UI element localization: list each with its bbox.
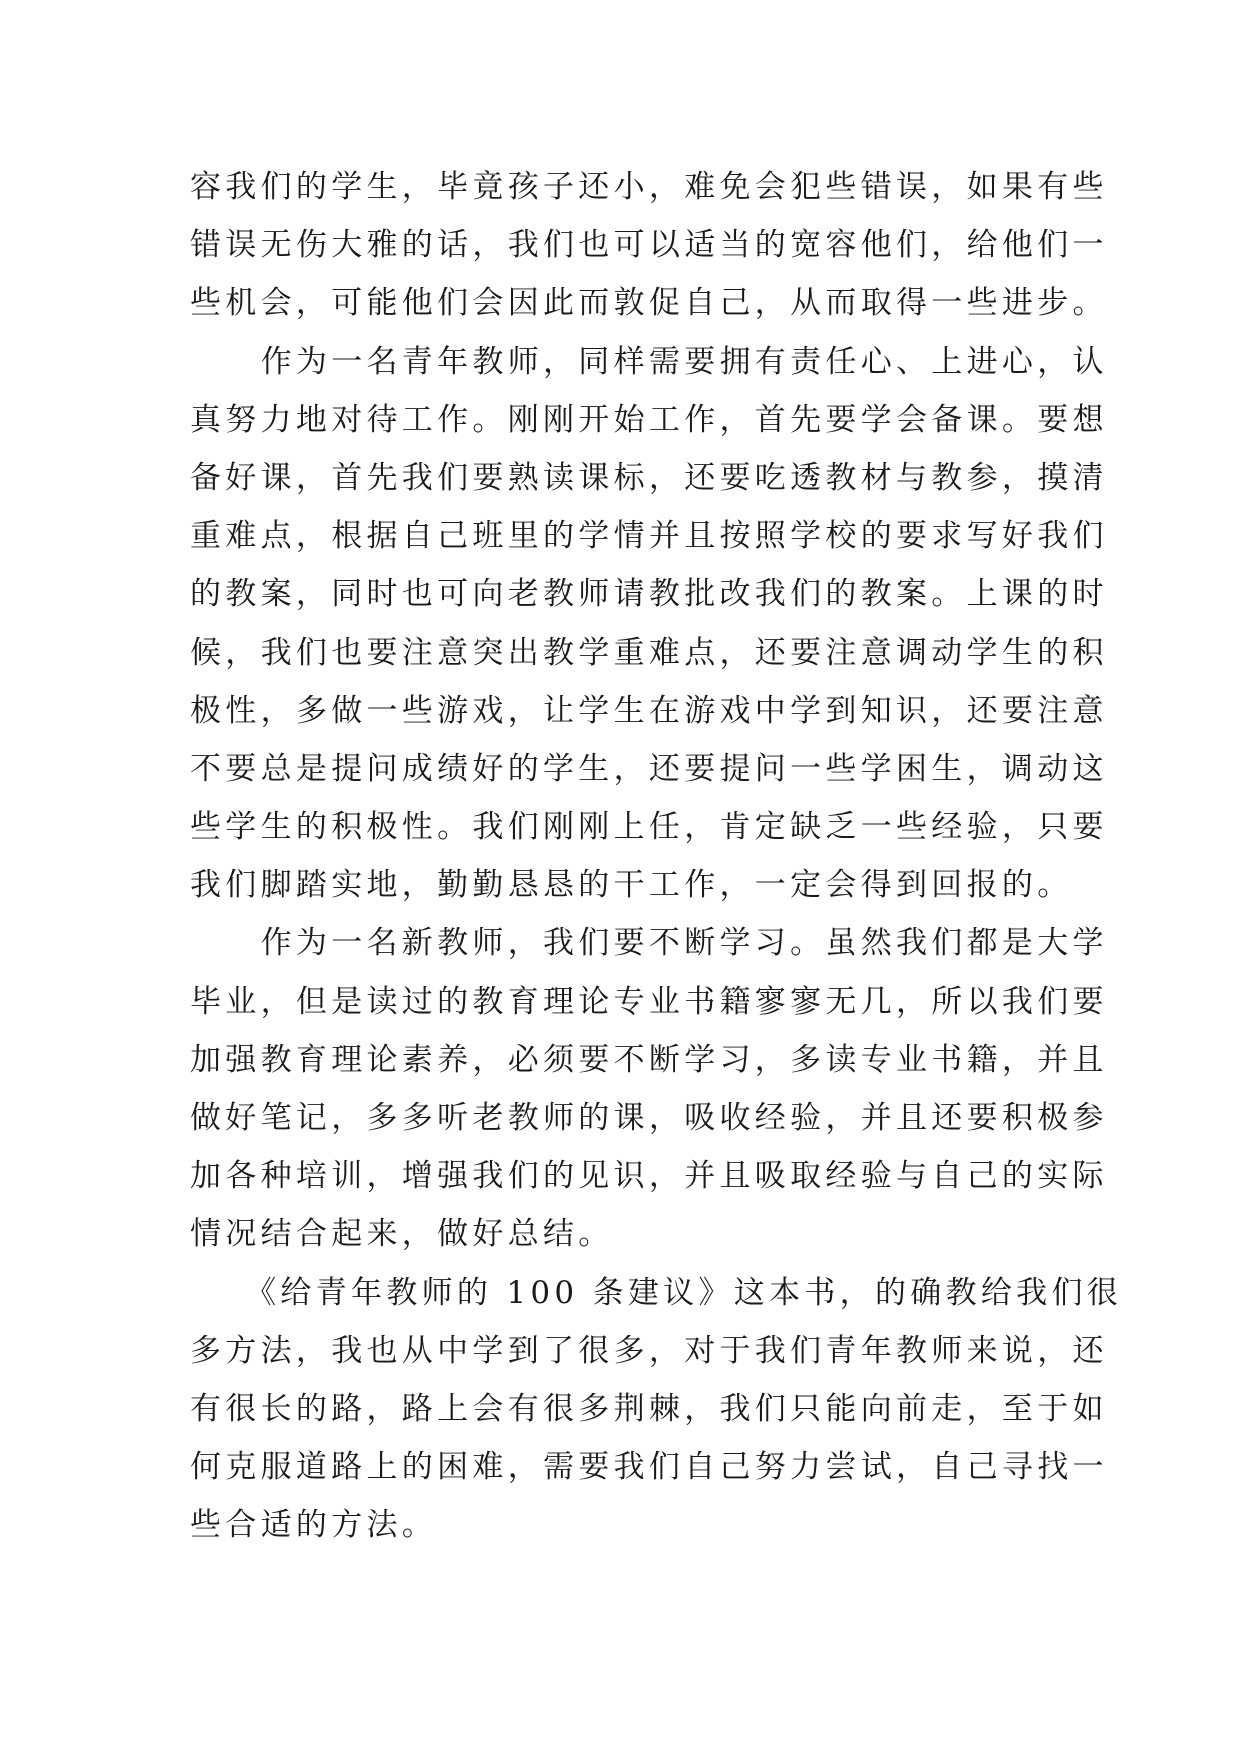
text-line: 有很长的路，路上会有很多荆棘，我们只能向前走，至于如 — [190, 1390, 1108, 1427]
text-line: 何克服道路上的困难，需要我们自己努力尝试，自己寻找一 — [190, 1449, 1108, 1486]
text-line: 真努力地对待工作。刚刚开始工作，首先要学会备课。要想 — [190, 401, 1108, 438]
text-line: 备好课，首先我们要熟读课标，还要吃透教材与教参，摸清 — [190, 459, 1108, 496]
text-line: 重难点，根据自己班里的学情并且按照学校的要求写好我们 — [190, 518, 1108, 555]
text-line: 些合适的方法。 — [190, 1507, 438, 1544]
text-line: 多方法，我也从中学到了很多，对于我们青年教师来说，还 — [190, 1332, 1108, 1369]
text-line: 些学生的积极性。我们刚刚上任，肯定缺乏一些经验，只要 — [190, 809, 1108, 846]
text-line: 不要总是提问成绩好的学生，还要提问一些学困生，调动这 — [190, 750, 1108, 787]
text-line: 容我们的学生，毕竟孩子还小，难免会犯些错误，如果有些 — [190, 169, 1108, 205]
text-line: 候，我们也要注意突出教学重难点，还要注意调动学生的积 — [190, 634, 1108, 671]
body-text — [190, 158, 1123, 1555]
text-line: 我们脚踏实地，勤勤恳恳的干工作，一定会得到回报的。 — [190, 867, 1073, 904]
text-line: 毕业，但是读过的教育理论专业书籍寥寥无几，所以我们要 — [190, 983, 1108, 1020]
text-line: 极性，多做一些游戏，让学生在游戏中学到知识，还要注意 — [190, 692, 1108, 729]
text-line: 加各种培训，增强我们的见识，并且吸取经验与自己的实际 — [190, 1158, 1108, 1195]
text-line: 的教案，同时也可向老教师请教批改我们的教案。上课的时 — [190, 576, 1108, 613]
text-line: 《给青年教师的 100 条建议》这本书，的确教给我们很 — [190, 1274, 1123, 1311]
text-line: 做好笔记，多多听老教师的课，吸收经验，并且还要积极参 — [190, 1100, 1108, 1136]
text-line: 作为一名新教师，我们要不断学习。虽然我们都是大学 — [190, 925, 1108, 962]
text-line: 作为一名青年教师，同样需要拥有责任心、上进心，认 — [190, 343, 1108, 380]
text-line: 情况结合起来，做好总结。 — [190, 1216, 614, 1253]
text-line: 加强教育理论素养，必须要不断学习，多读专业书籍，并且 — [190, 1041, 1108, 1078]
text-line: 些机会，可能他们会因此而敦促自己，从而取得一些进步。 — [190, 285, 1108, 322]
text-line: 错误无伤大雅的话，我们也可以适当的宽容他们，给他们一 — [190, 227, 1108, 264]
